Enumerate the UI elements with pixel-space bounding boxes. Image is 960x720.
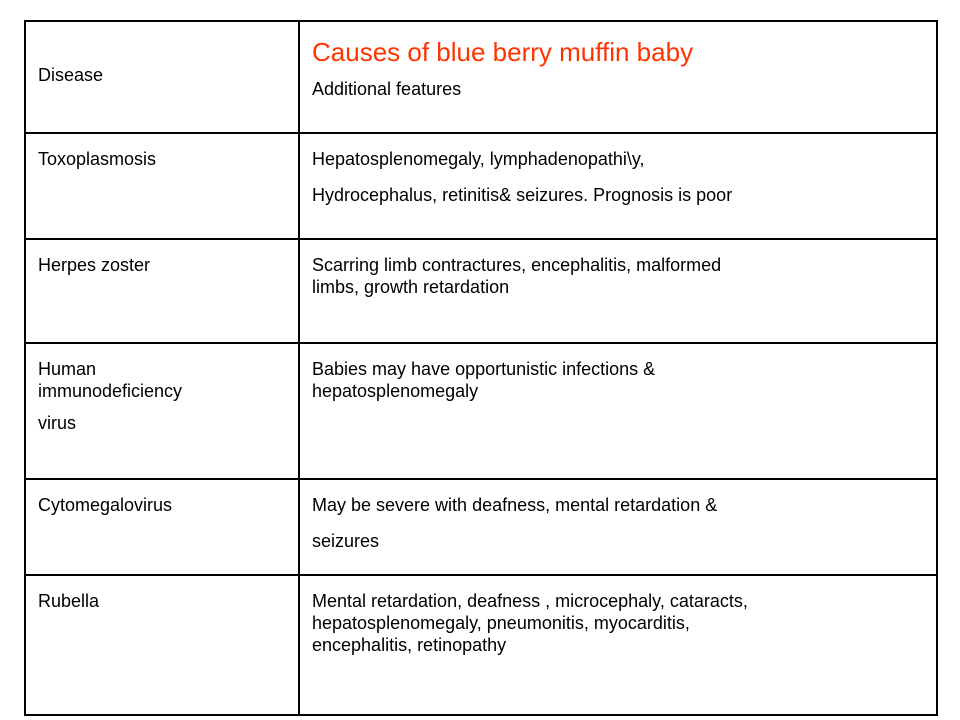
table-row (25, 343, 937, 479)
table-row (25, 479, 937, 575)
features-cell (299, 575, 937, 715)
disease-name: Cytomegalovirus (38, 495, 173, 515)
feature-line: Scarring limb contractures, encephalitis, malformed (312, 255, 722, 275)
disease-cell (25, 133, 299, 239)
table-row (25, 239, 937, 343)
disease-cell (25, 239, 299, 343)
disease-name: immunodeficiency (38, 381, 183, 401)
disease-name: Toxoplasmosis (38, 149, 157, 169)
feature-line: Babies may have opportunistic infections & (312, 359, 656, 379)
feature-line: Mental retardation, deafness , microcephaly, cataracts, (312, 591, 748, 611)
features-cell (299, 479, 937, 575)
disease-name: Rubella (38, 591, 100, 611)
header-features-label: Additional features (312, 79, 462, 99)
disease-cell (25, 575, 299, 715)
table-row (25, 133, 937, 239)
causes-table (24, 20, 938, 716)
disease-name: virus (38, 413, 77, 433)
disease-cell (25, 479, 299, 575)
feature-line: limbs, growth retardation (312, 277, 510, 297)
header-row (25, 21, 937, 133)
table-row (25, 575, 937, 715)
feature-line: hepatosplenomegaly (312, 381, 479, 401)
disease-name: Human (38, 359, 97, 379)
features-cell (299, 343, 937, 479)
features-cell (299, 239, 937, 343)
header-disease-cell (25, 21, 299, 133)
feature-line: encephalitis, retinopathy (312, 635, 507, 655)
features-cell (299, 133, 937, 239)
slide-title: Causes of blue berry muffin baby (312, 37, 694, 67)
feature-line: hepatosplenomegaly, pneumonitis, myocarditis, (312, 613, 690, 633)
feature-line: May be severe with deafness, mental retardation & (312, 495, 718, 515)
feature-line: Hydrocephalus, retinitis& seizures. Prognosis is poor (312, 185, 733, 205)
feature-line: Hepatosplenomegaly, lymphadenopathi\y, (312, 149, 645, 169)
disease-cell (25, 343, 299, 479)
header-features-cell (299, 21, 937, 133)
header-disease-label: Disease (38, 65, 104, 85)
feature-line: seizures (312, 531, 380, 551)
disease-name: Herpes zoster (38, 255, 151, 275)
